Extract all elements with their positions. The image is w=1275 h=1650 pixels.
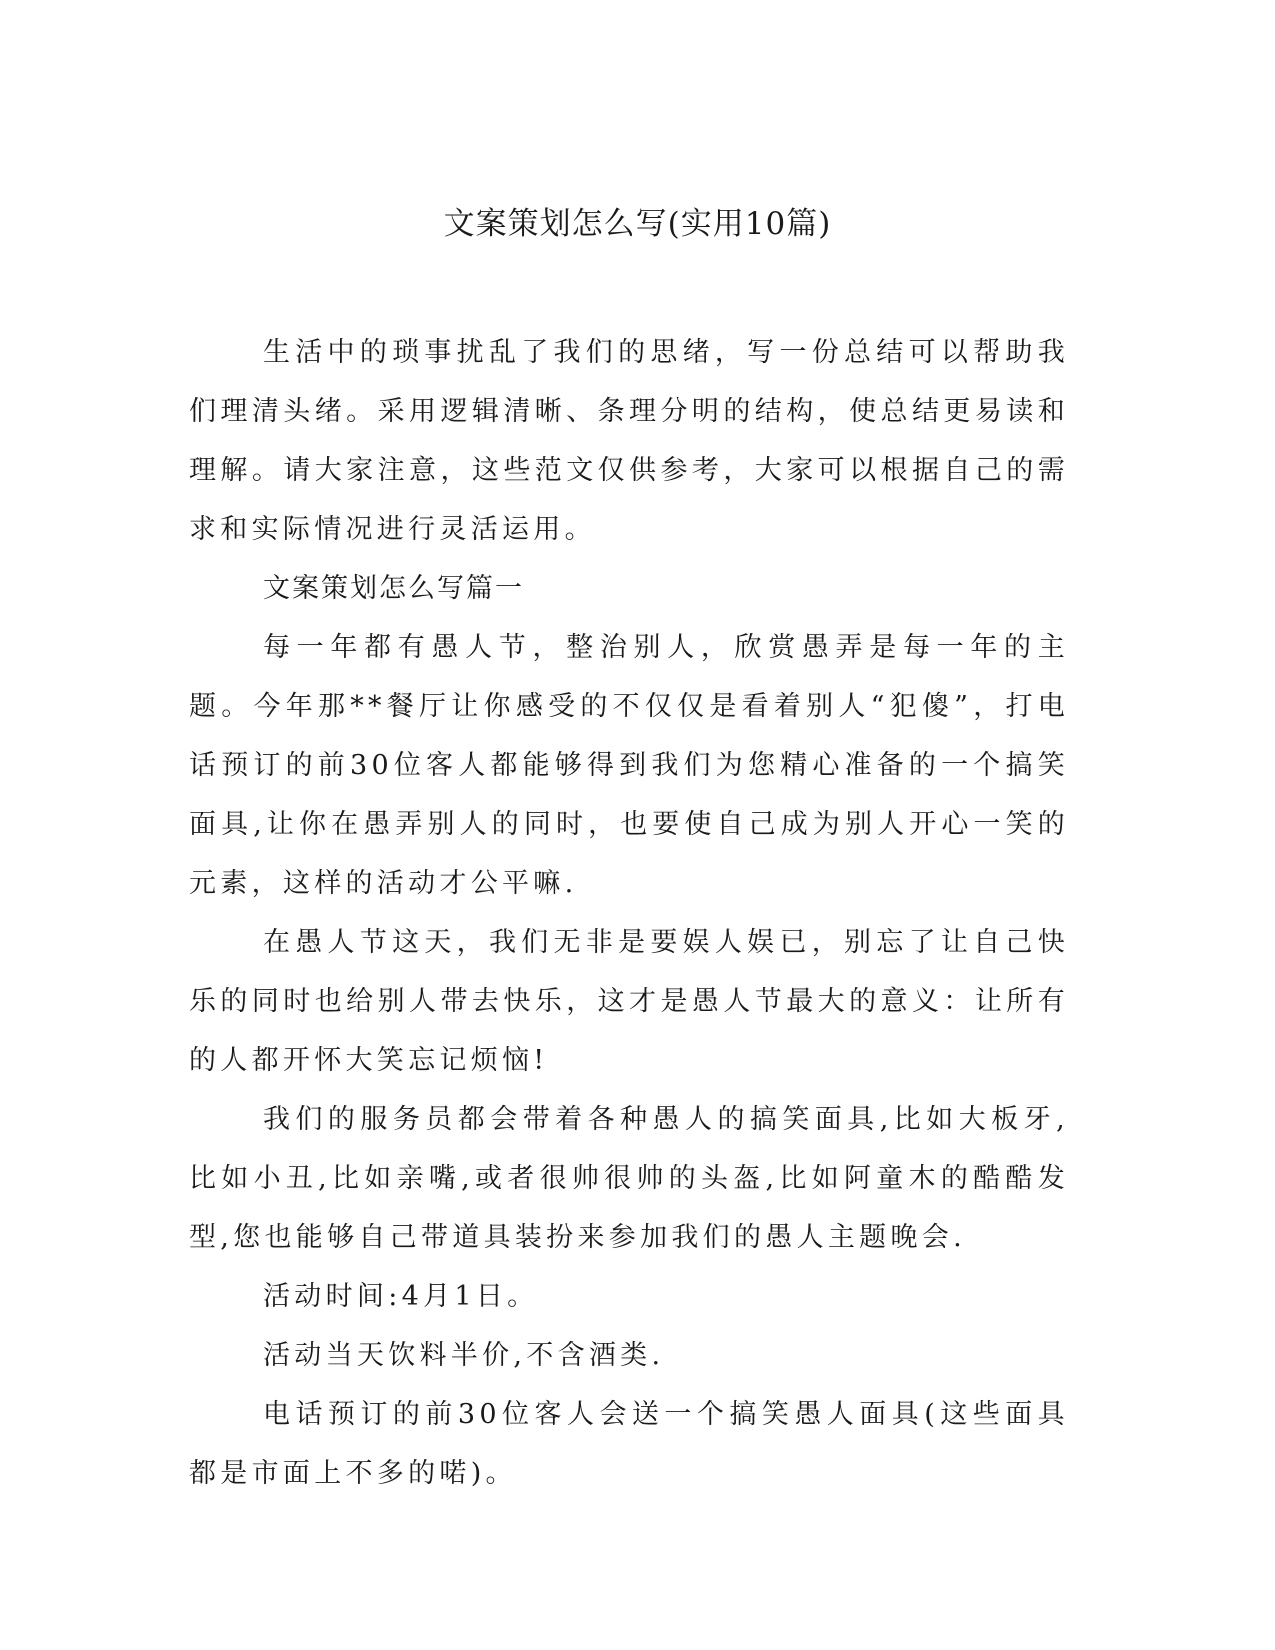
intro-paragraph: 生活中的琐事扰乱了我们的思绪，写一份总结可以帮助我们理清头绪。采用逻辑清晰、条理分明的结构，使总结更易读和理解。请大家注意，这些范文仅供参考，大家可以根据自己的需求和实际情况进行灵活运用。 xyxy=(189,337,1069,545)
section-heading: 文案策划怎么写篇一 xyxy=(263,573,524,604)
body-paragraph: 每一年都有愚人节，整治别人，欣赏愚弄是每一年的主题。今年那**餐厅让你感受的不仅仅是看着别人“犯傻”，打电话预订的前30位客人都能够得到我们为您精心准备的一个搞笑面具,让你在愚弄别人的同时，也要使自己成为别人开心一笑的元素，这样的活动才公平嘛. xyxy=(189,632,1069,899)
body-paragraph: 电话预订的前30位客人会送一个搞笑愚人面具(这些面具都是市面上不多的喏)。 xyxy=(189,1399,1069,1489)
body-paragraph: 活动时间:4月1日。 xyxy=(263,1281,539,1312)
body-paragraph: 我们的服务员都会带着各种愚人的搞笑面具,比如大板牙,比如小丑,比如亲嘴,或者很帅很帅的头盔,比如阿童木的酷酷发型,您也能够自己带道具装扮来参加我们的愚人主题晚会. xyxy=(189,1104,1069,1253)
body-paragraph: 在愚人节这天，我们无非是要娱人娱已，别忘了让自己快乐的同时也给别人带去快乐，这才是愚人节最大的意义：让所有的人都开怀大笑忘记烦恼! xyxy=(189,927,1069,1076)
document-title: 文案策划怎么写(实用10篇) xyxy=(443,206,832,242)
body-paragraph: 活动当天饮料半价,不含酒类. xyxy=(263,1340,665,1371)
document-body xyxy=(189,323,1069,1503)
